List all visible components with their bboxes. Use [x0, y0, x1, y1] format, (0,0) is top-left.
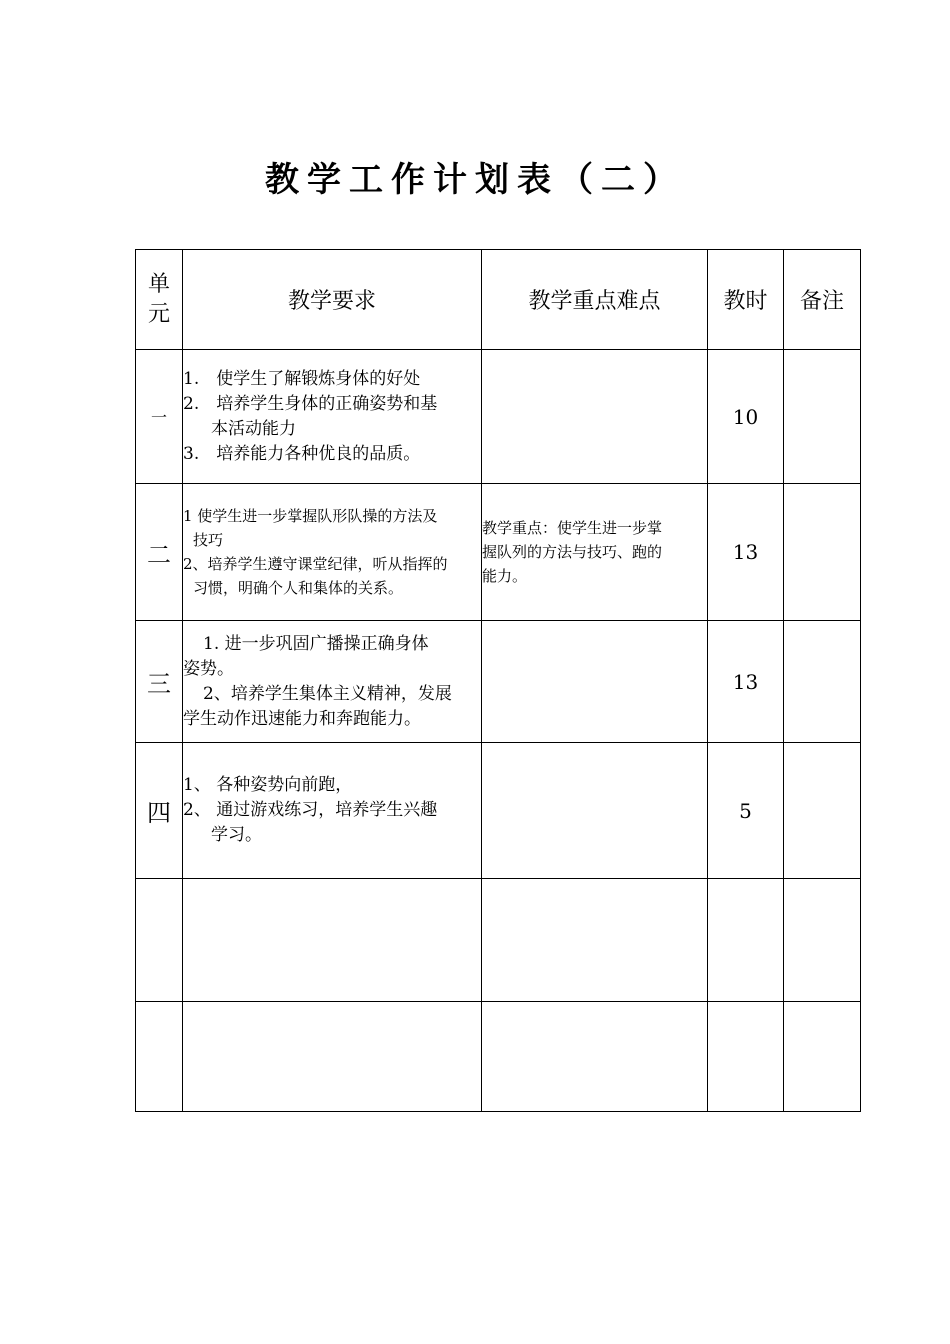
- requirements-cell: [183, 484, 482, 621]
- table-row: [136, 484, 861, 621]
- plan-table: [135, 249, 861, 1112]
- unit-cell: [136, 1002, 183, 1112]
- requirement-line: 本活动能力: [211, 418, 296, 439]
- requirements-cell: [183, 350, 482, 484]
- requirements-cell: [183, 879, 482, 1002]
- table-row-empty: [136, 1002, 861, 1112]
- hours-cell: 5: [708, 743, 784, 879]
- focus-cell: [482, 621, 708, 743]
- requirement-line: 姿势。: [183, 658, 234, 679]
- header-row: [136, 250, 861, 350]
- focus-cell: [482, 743, 708, 879]
- table-row-empty: [136, 879, 861, 1002]
- hours-cell: [708, 879, 784, 1002]
- hours-cell: [708, 1002, 784, 1112]
- unit-cell: 二: [136, 484, 183, 621]
- notes-cell: [784, 350, 861, 484]
- focus-cell: [482, 484, 708, 621]
- focus-cell: [482, 350, 708, 484]
- requirement-line: 1、 各种姿势向前跑，: [183, 775, 353, 795]
- requirement-line: 习惯，明确个人和集体的关系。: [193, 579, 404, 597]
- header-requirements: 教学要求: [183, 250, 482, 350]
- table-row: [136, 743, 861, 879]
- unit-cell: 三: [136, 621, 183, 743]
- hours-cell: 13: [708, 621, 784, 743]
- requirements-cell: [183, 1002, 482, 1112]
- focus-line: 握队列的方法与技巧、跑的: [482, 543, 663, 561]
- requirement-line: 2、 通过游戏练习，培养学生兴趣: [183, 800, 438, 820]
- hours-cell: 10: [708, 350, 784, 484]
- table-row: [136, 621, 861, 743]
- notes-cell: [784, 743, 861, 879]
- requirement-line: 学习。: [211, 825, 262, 845]
- requirement-line: 2、培养学生遵守课堂纪律，听从指挥的: [183, 555, 448, 573]
- focus-cell: [482, 1002, 708, 1112]
- requirement-line: 2. 培养学生身体的正确姿势和基: [183, 393, 438, 414]
- requirement-line: 1 使学生进一步掌握队形队操的方法及: [183, 507, 438, 525]
- notes-cell: [784, 1002, 861, 1112]
- notes-cell: [784, 879, 861, 1002]
- requirement-line: 1. 使学生了解锻炼身体的好处: [183, 368, 421, 389]
- page-title: 教学工作计划表（二）: [265, 160, 685, 200]
- header-hours: 教时: [708, 250, 784, 350]
- requirement-line: 1. 进一步巩固广播操正确身体: [203, 633, 429, 654]
- notes-cell: [784, 484, 861, 621]
- table-row: [136, 350, 861, 484]
- hours-cell: 13: [708, 484, 784, 621]
- header-unit: 单元: [136, 250, 183, 350]
- requirement-line: 技巧: [193, 531, 224, 549]
- focus-line: 能力。: [482, 567, 528, 585]
- requirement-line: 3. 培养能力各种优良的品质。: [183, 443, 421, 464]
- header-focus: 教学重点难点: [482, 250, 708, 350]
- focus-cell: [482, 879, 708, 1002]
- header-notes: 备注: [784, 250, 861, 350]
- unit-cell: 一: [136, 350, 183, 484]
- requirement-line: 学生动作迅速能力和奔跑能力。: [183, 708, 421, 729]
- requirements-cell: [183, 621, 482, 743]
- unit-cell: 四: [136, 743, 183, 879]
- focus-line: 教学重点：使学生进一步掌: [482, 519, 663, 537]
- requirement-line: 2、培养学生集体主义精神，发展: [203, 683, 452, 704]
- notes-cell: [784, 621, 861, 743]
- requirements-cell: [183, 743, 482, 879]
- unit-cell: [136, 879, 183, 1002]
